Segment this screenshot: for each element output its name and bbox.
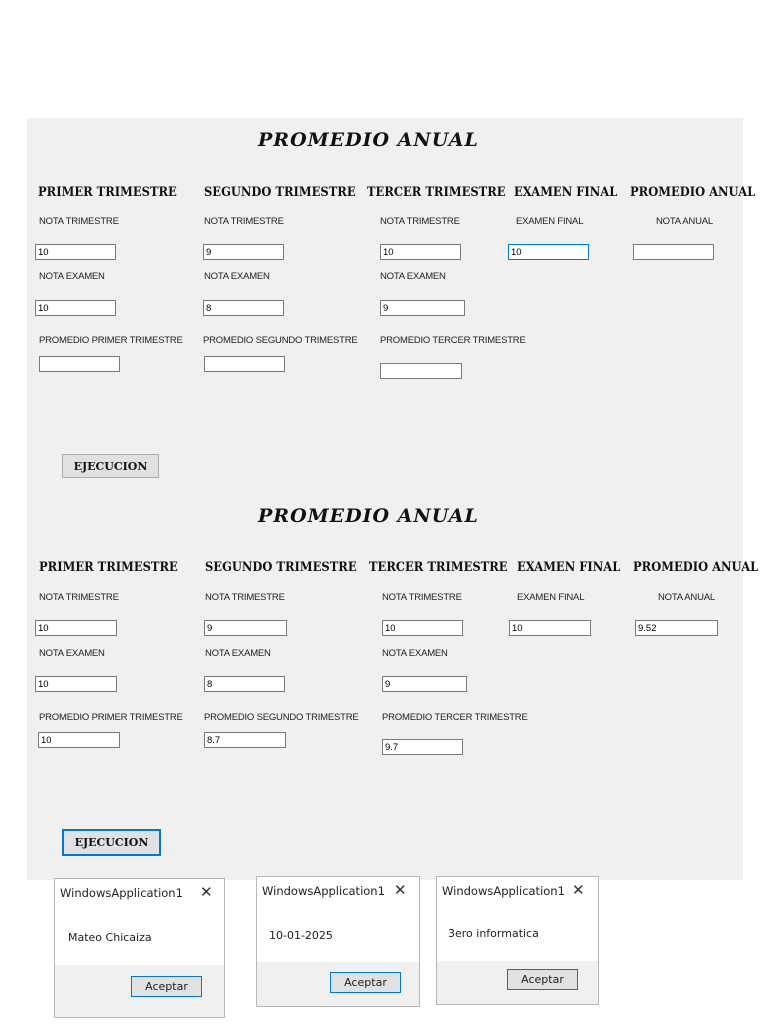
header-examen-final: EXAMEN FINAL <box>514 184 618 200</box>
label-nota-trimestre: NOTA TRIMESTRE <box>39 592 119 603</box>
nota-trimestre-3-input[interactable]: 10 <box>382 620 463 636</box>
label-nota-anual: NOTA ANUAL <box>658 592 715 603</box>
header-segundo-trimestre: SEGUNDO TRIMESTRE <box>205 559 357 575</box>
aceptar-button[interactable]: Aceptar <box>330 972 401 993</box>
nota-examen-3-input[interactable]: 9 <box>380 300 465 316</box>
message-dialog-course <box>436 876 599 1005</box>
promedio-form-2 <box>27 495 759 880</box>
dialog-message: 3ero informatica <box>448 927 539 940</box>
nota-trimestre-2-input[interactable]: 9 <box>203 244 284 260</box>
header-segundo-trimestre: SEGUNDO TRIMESTRE <box>204 184 356 200</box>
dialog-message: 10-01-2025 <box>269 929 333 942</box>
dialog-title: WindowsApplication1 <box>60 886 183 900</box>
header-tercer-trimestre: TERCER TRIMESTRE <box>369 559 508 575</box>
dialog-message: Mateo Chicaiza <box>68 931 152 944</box>
promedio-segundo-input[interactable]: 8.7 <box>204 732 286 748</box>
nota-examen-3-input[interactable]: 9 <box>382 676 467 692</box>
nota-examen-1-input[interactable]: 10 <box>35 676 117 692</box>
label-nota-examen: NOTA EXAMEN <box>382 648 448 659</box>
dialog-footer <box>55 965 224 1017</box>
nota-anual-input[interactable] <box>633 244 714 260</box>
aceptar-button[interactable]: Aceptar <box>507 969 578 990</box>
examen-final-input[interactable]: 10 <box>508 244 589 260</box>
dialog-title: WindowsApplication1 <box>442 884 565 898</box>
header-promedio-anual: PROMEDIO ANUAL <box>633 559 759 575</box>
header-primer-trimestre: PRIMER TRIMESTRE <box>39 559 178 575</box>
label-promedio-primer: PROMEDIO PRIMER TRIMESTRE <box>39 335 183 346</box>
label-nota-trimestre: NOTA TRIMESTRE <box>382 592 462 603</box>
close-icon[interactable]: ✕ <box>200 883 213 901</box>
promedio-tercer-input[interactable] <box>380 363 462 379</box>
label-promedio-primer: PROMEDIO PRIMER TRIMESTRE <box>39 712 183 723</box>
header-primer-trimestre: PRIMER TRIMESTRE <box>38 184 177 200</box>
form-title: PROMEDIO ANUAL <box>258 505 479 527</box>
label-promedio-segundo: PROMEDIO SEGUNDO TRIMESTRE <box>204 712 359 723</box>
nota-examen-2-input[interactable]: 8 <box>203 300 284 316</box>
promedio-tercer-input[interactable]: 9.7 <box>382 739 463 755</box>
label-nota-examen: NOTA EXAMEN <box>39 271 105 282</box>
examen-final-input[interactable]: 10 <box>509 620 591 636</box>
dialog-footer <box>437 961 598 1004</box>
label-nota-anual: NOTA ANUAL <box>656 216 713 227</box>
label-nota-examen: NOTA EXAMEN <box>380 271 446 282</box>
message-dialog-name <box>54 878 225 1018</box>
ejecucion-button[interactable]: EJECUCION <box>62 829 161 856</box>
message-dialog-date <box>256 876 420 1007</box>
label-nota-examen: NOTA EXAMEN <box>205 648 271 659</box>
dialog-title: WindowsApplication1 <box>262 884 385 898</box>
header-examen-final: EXAMEN FINAL <box>517 559 621 575</box>
label-nota-trimestre: NOTA TRIMESTRE <box>380 216 460 227</box>
promedio-primer-input[interactable]: 10 <box>38 732 120 748</box>
label-examen-final: EXAMEN FINAL <box>516 216 584 227</box>
label-nota-trimestre: NOTA TRIMESTRE <box>205 592 285 603</box>
label-nota-examen: NOTA EXAMEN <box>39 648 105 659</box>
label-nota-trimestre: NOTA TRIMESTRE <box>39 216 119 227</box>
label-promedio-segundo: PROMEDIO SEGUNDO TRIMESTRE <box>203 335 358 346</box>
nota-anual-input[interactable]: 9.52 <box>635 620 718 636</box>
promedio-segundo-input[interactable] <box>204 356 285 372</box>
aceptar-button[interactable]: Aceptar <box>131 976 202 997</box>
label-nota-examen: NOTA EXAMEN <box>204 271 270 282</box>
label-promedio-tercer: PROMEDIO TERCER TRIMESTRE <box>382 712 528 723</box>
label-nota-trimestre: NOTA TRIMESTRE <box>204 216 284 227</box>
dialog-footer <box>257 962 419 1006</box>
promedio-primer-input[interactable] <box>39 356 120 372</box>
label-promedio-tercer: PROMEDIO TERCER TRIMESTRE <box>380 335 526 346</box>
nota-trimestre-1-input[interactable]: 10 <box>35 620 117 636</box>
label-examen-final: EXAMEN FINAL <box>517 592 585 603</box>
header-promedio-anual: PROMEDIO ANUAL <box>630 184 756 200</box>
form-title: PROMEDIO ANUAL <box>258 129 479 151</box>
close-icon[interactable]: ✕ <box>394 881 407 899</box>
nota-examen-2-input[interactable]: 8 <box>204 676 285 692</box>
close-icon[interactable]: ✕ <box>572 881 585 899</box>
nota-trimestre-3-input[interactable]: 10 <box>380 244 461 260</box>
nota-trimestre-1-input[interactable]: 10 <box>35 244 116 260</box>
nota-trimestre-2-input[interactable]: 9 <box>204 620 287 636</box>
nota-examen-1-input[interactable]: 10 <box>35 300 116 316</box>
promedio-form-1 <box>27 118 756 495</box>
header-tercer-trimestre: TERCER TRIMESTRE <box>367 184 506 200</box>
ejecucion-button[interactable]: EJECUCION <box>62 454 159 478</box>
